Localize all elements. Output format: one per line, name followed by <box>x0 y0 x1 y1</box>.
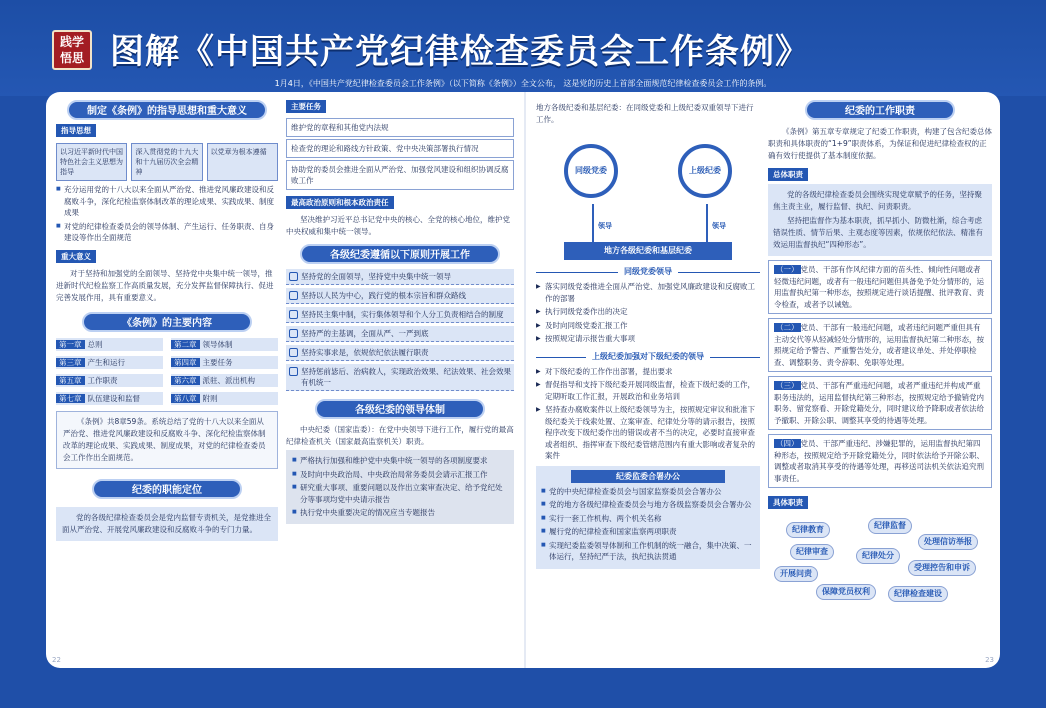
column-1 <box>56 100 278 543</box>
guide-bullet-2: ■ 对党的纪律检查委员会的领导体制、产生运行、任务职责、自身建设等作出全面规范 <box>56 221 278 244</box>
joint-office-item: ■ 党的中央纪律检查委员会与国家监察委员会合署办公 <box>541 486 755 498</box>
local-commission-intro: 地方各级纪委和基层纪委：在同级党委和上级纪委双重领导下进行工作。 <box>536 103 754 124</box>
guide-boxes <box>56 143 278 181</box>
form-item: （三） 党员、干部有严重违纪问题，或者严重违纪并构成严重职务违法的，运用监督执纪第三种形态，按照规定给予撤销党内职务、留党察看、开除党籍处分，同时建议给予降职或者依法给予撤职、开除公职、调整其享受的待遇等处理。 <box>768 376 992 430</box>
guide-box-1: 以习近平新时代中国特色社会主义思想为指导 <box>56 143 127 181</box>
document-icon <box>289 329 298 338</box>
local-commission-node: 地方各级纪委和基层纪委 <box>564 242 732 260</box>
chapter-item: 第七章 队伍建设和监督 <box>56 392 163 405</box>
document-icon <box>289 310 298 319</box>
lead-arrow-left <box>592 204 594 246</box>
lead-label-left: 领导 <box>598 222 612 230</box>
joint-office-item: ■ 党的地方各级纪律检查委员会与地方各级监察委员会合署办公 <box>541 499 755 511</box>
chapter-grid <box>56 338 278 405</box>
document-icon <box>289 348 298 357</box>
duty-keyword: 处理信访举报 <box>918 534 978 550</box>
lead-arrow-right <box>706 204 708 246</box>
guide-bullet-1: ■ 充分运用党的十八大以来全面从严治党、推进党风廉政建设和反腐败斗争，深化纪检监察体制改革的理论成果、实践成果、制度成果 <box>56 184 278 219</box>
page-title: 图解《中国共产党纪律检查委员会工作条例》 <box>110 32 810 72</box>
committee-lead-item: ▶ 按照规定请示报告重大事项 <box>536 333 760 345</box>
duties-intro: 《条例》第五章专章规定了纪委工作职责，构建了包含纪委总体职责和具体职责的“1+9”职责体系，为保证和促进纪律检查权的正确有效行使提供了基本制度依据。 <box>768 127 992 160</box>
committee-lead-item: ▶ 落实同级党委推进全面从严治党、加强党风廉政建设和反腐败工作的部署 <box>536 281 760 304</box>
chapter-item: 第四章 主要任务 <box>171 356 278 369</box>
duty-keyword: 纪律检查建设 <box>888 586 948 602</box>
regulation-summary: 《条例》共8章59条。系统总结了党的十八大以来全面从严治党、推进党风廉政建设和反腐败斗争、深化纪检监察体制改革的理论成果、实践成果、制度成果，对党的纪律检查委员会工作作出全面规范。 <box>56 411 278 469</box>
duty-keyword: 纪律监督 <box>868 518 912 534</box>
infographic-sheet <box>46 92 1000 668</box>
central-item: ■ 执行党中央重要决定的情况应当专题报告 <box>292 507 508 519</box>
upper-lead-item: ▶ 督促指导和支持下级纪委开展同级监督，检查下级纪委的工作，定期听取工作汇报，开展政治和业务培训 <box>536 379 760 402</box>
chapter-item: 第六章 派驻、派出机构 <box>171 374 278 387</box>
task-item: 检查党的理论和路线方针政策、党中央决策部署执行情况 <box>286 139 514 158</box>
joint-office-item: ■ 实行一套工作机构、两个机关名称 <box>541 513 755 525</box>
duty-keyword: 纪律审查 <box>790 544 834 560</box>
overall-duty-text-2: 坚持把监督作为基本职责，抓早抓小、防微杜渐，综合考虑错误性质、情节后果、主观态度等因素，依规依纪依法、精准有效运用监督执纪“四种形态”。 <box>773 216 983 249</box>
document-icon <box>289 272 298 281</box>
committee-lead-item: ▶ 执行同级党委作出的决定 <box>536 306 760 318</box>
document-icon <box>289 291 298 300</box>
significance-text: 对于坚持和加强党的全面领导、坚持党中央集中统一领导，推进新时代纪检监察工作高质量发展，充分发挥监督保障执行、促进完善发展作用，具有重要意义。 <box>56 268 274 302</box>
section-title-principles: 各级纪委遵循以下原则开展工作 <box>300 244 500 264</box>
guide-box-3: 以党章为根本遵循 <box>207 143 278 181</box>
principles-list <box>286 269 514 391</box>
column-2 <box>286 100 514 524</box>
same-level-committee-node: 同级党委 <box>564 144 618 198</box>
column-logo <box>52 30 92 70</box>
chapter-item: 第二章 领导体制 <box>171 338 278 351</box>
overall-duty-box <box>768 184 992 256</box>
duty-keyword: 保障党员权利 <box>816 584 876 600</box>
chapter-item: 第三章 产生和运行 <box>56 356 163 369</box>
principle-item: 坚持以人民为中心，践行党的根本宗旨和群众路线 <box>286 288 514 304</box>
duty-keyword: 受理控告和申诉 <box>908 560 976 576</box>
lead-label-right: 领导 <box>712 222 726 230</box>
specific-duty-tag: 具体职责 <box>768 496 808 509</box>
section-title-guiding: 制定《条例》的指导思想和重大意义 <box>67 100 267 120</box>
form-item: （一） 党员、干部有作风纪律方面的苗头性、倾向性问题或者轻微违纪问题，或者有一般违纪问题但具备免予处分情形的，运用监督执纪第一种形态，按照规定进行谈话提醒、批评教育、责令检查，或者予以诫勉。 <box>768 260 992 314</box>
central-item: ■ 严格执行加强和维护党中央集中统一领导的各项制度要求 <box>292 455 508 467</box>
duty-keyword: 开展问责 <box>774 566 818 582</box>
central-items <box>286 450 514 524</box>
joint-office-item: ■ 履行党的纪律检查和国家监察两项职责 <box>541 526 755 538</box>
form-item: （二） 党员、干部有一般违纪问题，或者违纪问题严重但具有主动交代等从轻减轻处分情形的，运用监督执纪第二种形态，按照规定给予警告、严重警告处分，或者建议单处、并处停职检查、调整职务、责令辞职、免职等处理。 <box>768 318 992 372</box>
position-text: 党的各级纪律检查委员会是党内监督专责机关，是党推进全面从严治党、开展党风廉政建设和反腐败斗争的专门力量。 <box>56 507 278 541</box>
column-4 <box>768 100 992 608</box>
principle-item: 坚持惩前毖后、治病救人，实现政治效果、纪法效果、社会效果有机统一 <box>286 364 514 391</box>
column-3 <box>536 100 760 569</box>
significance-tag: 重大意义 <box>56 250 96 263</box>
page-subtitle: 1月4日，《中国共产党纪律检查委员会工作条例》（以下简称《条例》）全文公布， 这是党的历史上首部全面规范纪律检查委员会工作的条例。 <box>274 79 772 88</box>
principle-item: 坚持严的主基调，全面从严、一严到底 <box>286 326 514 342</box>
specific-duty-cloud <box>768 516 992 608</box>
subheading-upper-leadership: 上级纪委加强对下级纪委的领导 <box>536 351 760 363</box>
tasks-tag: 主要任务 <box>286 100 326 113</box>
page-number-left: 22 <box>52 656 61 664</box>
overall-duty-tag: 总体职责 <box>768 168 808 181</box>
page-fold <box>524 92 526 668</box>
section-title-duties: 纪委的工作职责 <box>805 100 955 120</box>
joint-office-heading: 纪委监委合署办公 <box>571 470 725 483</box>
joint-office-box <box>536 466 760 569</box>
chapter-item: 第一章 总则 <box>56 338 163 351</box>
principle-item: 坚持党的全面领导，坚持党中央集中统一领导 <box>286 269 514 285</box>
guide-box-2: 深入贯彻党的十九大和十九届历次全会精神 <box>131 143 202 181</box>
logo-line-2: 悟思 <box>59 51 84 65</box>
overall-duty-text-1: 党的各级纪律检查委员会围绕实现党章赋予的任务，坚持聚焦主责主业，履行监督、执纪、问责职责。 <box>773 190 982 211</box>
page-number-right: 23 <box>985 656 994 664</box>
central-item: ■ 及时向中央政治局、中央政治局常务委员会请示汇报工作 <box>292 469 508 481</box>
committee-lead-item: ▶ 及时向同级党委汇报工作 <box>536 320 760 332</box>
task-item: 协助党的委员会推进全面从严治党、加强党风建设和组织协调反腐败工作 <box>286 160 514 190</box>
duty-keyword: 纪律教育 <box>786 522 830 538</box>
section-title-leadership: 各级纪委的领导体制 <box>315 399 485 419</box>
section-title-main-content: 《条例》的主要内容 <box>82 312 252 332</box>
political-principle-tag: 最高政治原则和根本政治责任 <box>286 196 394 209</box>
principle-item: 坚持民主集中制，实行集体领导和个人分工负责相结合的制度 <box>286 307 514 323</box>
document-icon <box>289 367 298 376</box>
guide-tag: 指导思想 <box>56 124 96 137</box>
political-principle-text: 坚决维护习近平总书记党中央的核心、全党的核心地位，维护党中央权威和集中统一领导。 <box>286 215 510 236</box>
duty-keyword: 纪律处分 <box>856 548 900 564</box>
joint-office-item: ■ 实现纪委监委领导体制和工作机制的统一融合，集中决策、一体运行，坚持纪严于法，执纪执法贯通 <box>541 540 755 563</box>
central-item: ■ 研究重大事项、重要问题以及作出立案审查决定、给予党纪处分等事项均党中央请示报告 <box>292 482 508 505</box>
logo-line-1: 践学 <box>59 35 84 49</box>
chapter-item: 第八章 附则 <box>171 392 278 405</box>
dual-leadership-diagram <box>536 130 760 260</box>
upper-lead-item: ▶ 坚持查办腐败案件以上级纪委领导为主，按照规定审议和批准下级纪委关于线索处置、立案审查、纪律处分等的请示报告，按照程序改变下级纪委作出的错误或者不当的决定，必要时直接审查或者组织、指挥审查下级纪委管辖范围内有重大影响或者复杂的案件 <box>536 404 760 462</box>
form-item: （四） 党员、干部严重违纪、涉嫌犯罪的，运用监督执纪第四种形态，按照规定给予开除党籍处分，同时依法给予开除公职、调整或者取消其享受的待遇等处理，再移送司法机关依法追究刑事责任。 <box>768 434 992 488</box>
central-commission-text: 中央纪委（国家监委）：在党中央领导下进行工作，履行党的最高纪律检查机关（国家最高监察机关）职责。 <box>286 425 514 446</box>
upper-commission-node: 上级纪委 <box>678 144 732 198</box>
subheading-committee-leadership: 同级党委领导 <box>536 266 760 278</box>
chapter-item: 第五章 工作职责 <box>56 374 163 387</box>
section-title-position: 纪委的职能定位 <box>92 479 242 499</box>
principle-item: 坚持实事求是，依规依纪依法履行职责 <box>286 345 514 361</box>
task-item: 维护党的章程和其他党内法规 <box>286 118 514 137</box>
upper-lead-item: ▶ 对下级纪委的工作作出部署，提出要求 <box>536 366 760 378</box>
